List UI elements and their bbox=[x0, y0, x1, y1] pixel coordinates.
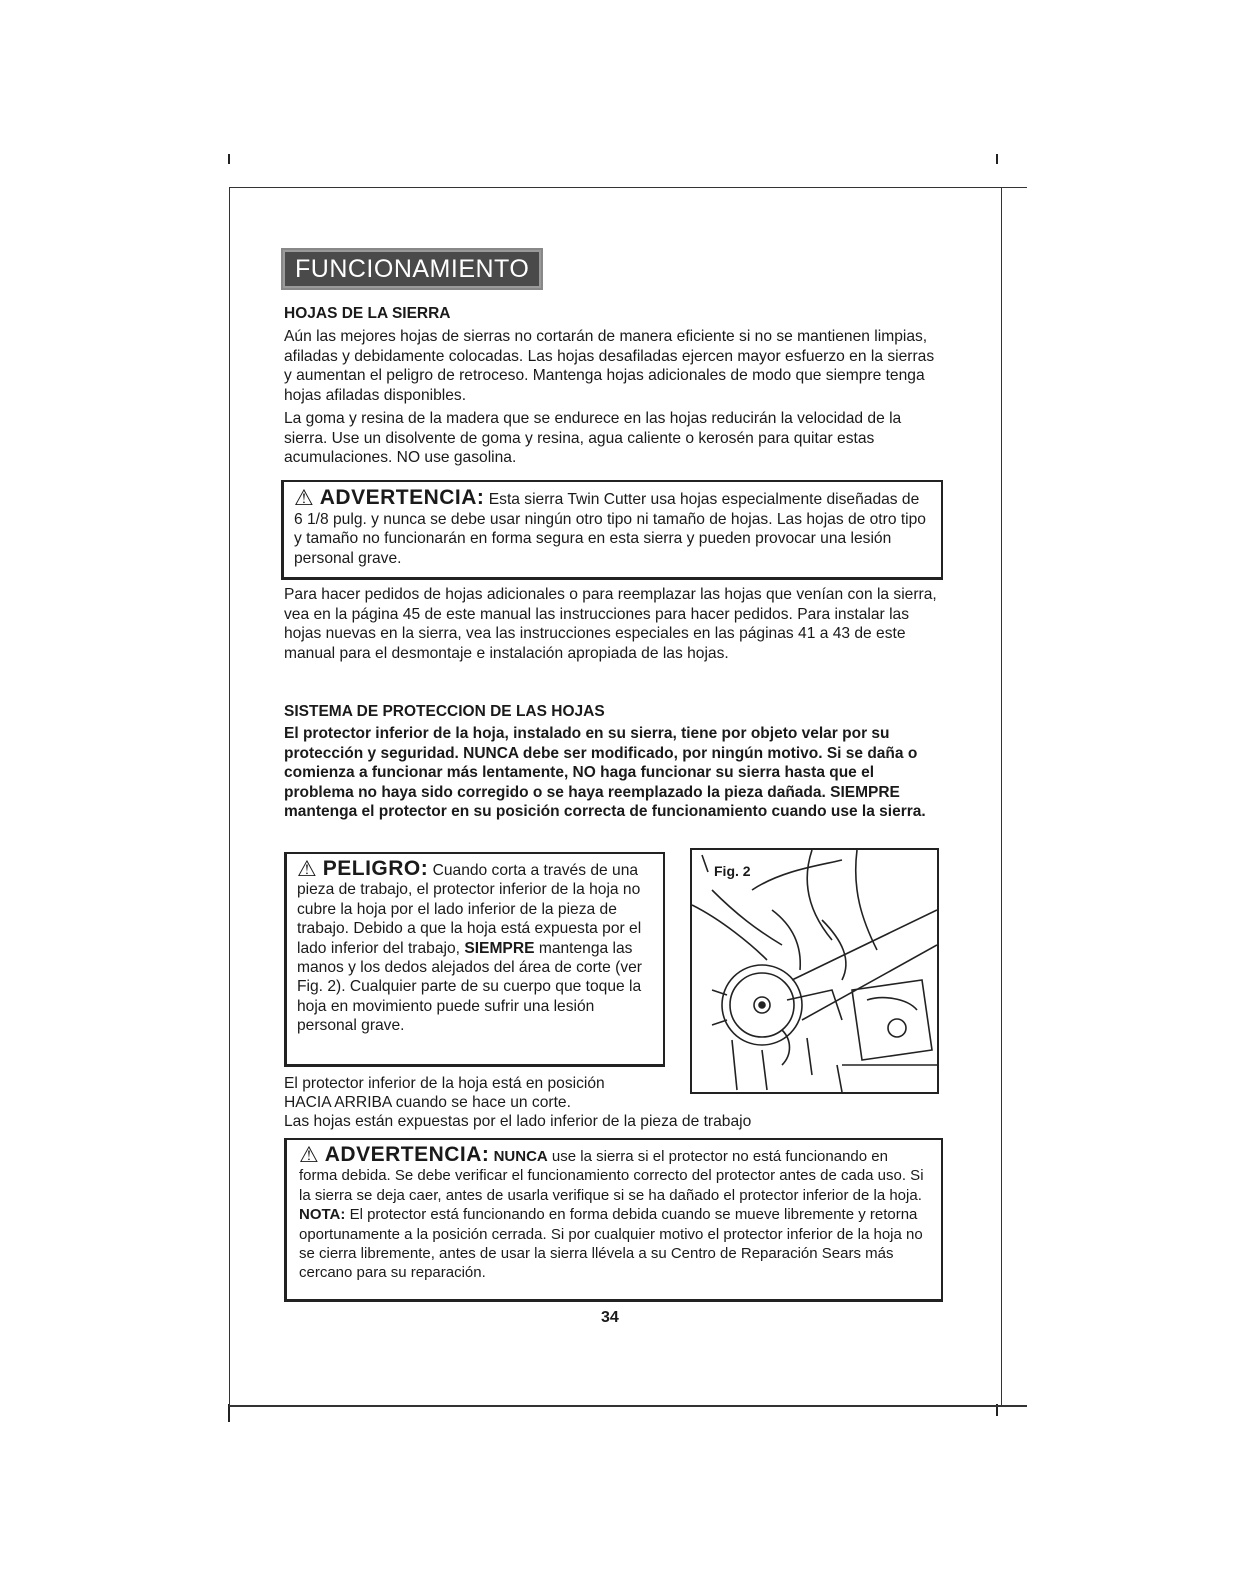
danger-text: Cuando corta a través de una pieza de trabajo, el protector inferior de la hoja no cubre la hoja por el lado inferior de la pieza de trabajo. Debido a que la hoja está expuesta por el lado inferior del trabajo, bbox=[297, 862, 642, 957]
danger-title: PELIGRO: bbox=[322, 857, 429, 880]
page-number: 34 bbox=[601, 1309, 619, 1326]
warning-emphasis: NUNCA bbox=[493, 1148, 548, 1165]
warning-text: use la sierra si el protector no está funcionando en forma debida. Se debe verificar el funcionamiento correcto del protector antes de cada uso. Si la sierra se deja caer, antes de usarla verifique si se ha dañado el protector inferior de la hoja. bbox=[299, 1148, 924, 1204]
paragraph-blade-care: Aún las mejores hojas de sierras no cortarán de manera eficiente si no se mantienen limpias, afiladas y debidamente colocadas. Las hojas desafiladas ejercen mayor esfuerzo en la sierras y aumentan el peligro de retroceso. Mantenga hojas adicionales de modo que siempre tenga hojas afiladas disponibles. bbox=[284, 328, 935, 404]
paragraph-orders: Para hacer pedidos de hojas adicionales o para reemplazar las hojas que venían con la sierra, vea en la página 45 de este manual las instrucciones para hacer pedidos. Para instalar las hojas nuevas en la sierra, vea las instrucciones especiales en las páginas 41 a 43 de este manual para el desmontaje e instalación apropiada de las hojas. bbox=[284, 586, 937, 662]
paragraph-guard-safety: El protector inferior de la hoja, instalado en su sierra, tiene por objeto velar por su protección y seguridad. NUNCA debe ser modificado, por ningún motivo. Si se daña o comienza a funcionar más lentamente, NO haga funcionar su sierra hasta que el problema no haya sido corregido o se haya reemplazado la pieza dañada. SIEMPRE mantenga el protector en su posición correcta de funcionamiento cuando use la sierra. bbox=[284, 725, 926, 821]
paragraph-resin: La goma y resina de la madera que se endurece en las hojas reducirán la velocidad de la sierra. Use un disolvente de goma y resina, agua caliente o kerosén para quitar estas acumulaciones. NO use gasolina. bbox=[284, 410, 902, 467]
crop-mark bbox=[996, 154, 998, 164]
danger-box bbox=[284, 852, 665, 1067]
figure-label: Fig. 2 bbox=[714, 863, 751, 879]
figure-2 bbox=[690, 848, 939, 1094]
caption-line-2: HACIA ARRIBA cuando se hace un corte. bbox=[284, 1094, 571, 1111]
warning-triangle-icon: ⚠ bbox=[297, 856, 317, 881]
danger-emphasis: SIEMPRE bbox=[464, 939, 535, 957]
warning-triangle-icon: ⚠ bbox=[294, 485, 314, 510]
warning-triangle-icon: ⚠ bbox=[299, 1142, 319, 1167]
warning-box-guard bbox=[284, 1138, 943, 1302]
warning-text-cont: El protector está funcionando en forma debida cuando se mueve libremente y retorna oportunamente a la posición cerrada. Si por cualquier motivo el protector inferior de la hoja no se cierra libremente, antes de usar la sierra llévela a su Centro de Reparación Sears más cercano para su reparación. bbox=[299, 1206, 923, 1282]
section-heading-guard: SISTEMA DE PROTECCION DE LAS HOJAS bbox=[284, 703, 605, 720]
warning-title: ADVERTENCIA: bbox=[324, 1143, 490, 1166]
warning-text: Esta sierra Twin Cutter usa hojas especialmente diseñadas de 6 1/8 pulg. y nunca se debe usar ningún otro tipo ni tamaño de hojas. Las hojas de otro tipo y tamaño no funcionarán en forma segura en esta sierra y pueden provocar una lesión personal grave. bbox=[294, 491, 926, 567]
caption-line-1: El protector inferior de la hoja está en posición bbox=[284, 1075, 605, 1092]
section-banner: FUNCIONAMIENTO bbox=[281, 248, 543, 290]
section-heading-blades: HOJAS DE LA SIERRA bbox=[284, 305, 451, 322]
warning-title: ADVERTENCIA: bbox=[319, 486, 485, 509]
warning-box-blades bbox=[281, 480, 943, 580]
crop-mark bbox=[228, 154, 230, 164]
saw-illustration bbox=[692, 850, 937, 1092]
danger-text-cont: mantenga las manos y los dedos alejados del área de corte (ver Fig. 2). Cualquier parte de su cuerpo que toque la hoja en movimiento puede sufrir una lesión personal grave. bbox=[297, 939, 642, 1035]
caption-line-3: Las hojas están expuestas por el lado inferior de la pieza de trabajo bbox=[284, 1113, 752, 1130]
note-label: NOTA: bbox=[299, 1206, 346, 1224]
